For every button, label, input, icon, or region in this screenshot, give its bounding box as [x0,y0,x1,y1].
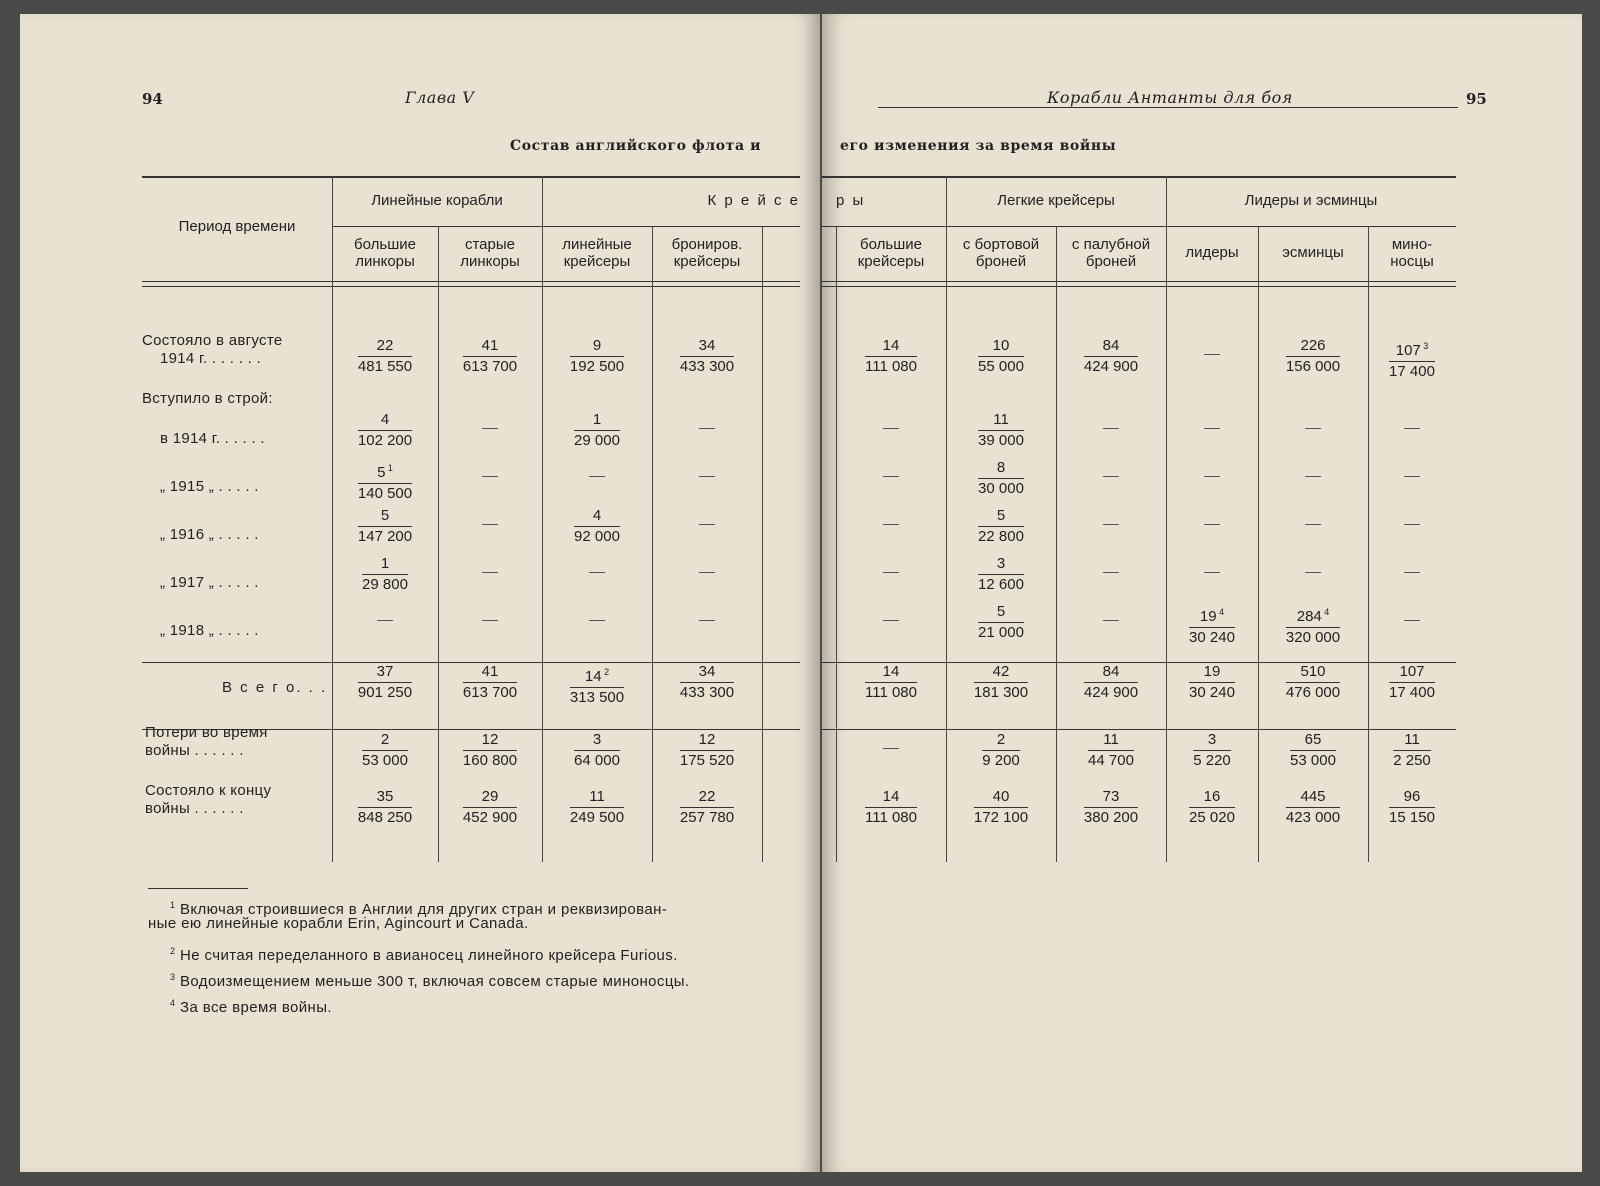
cell-tonnage: 481 550 [357,358,413,375]
cell-count: 510 [1286,662,1340,683]
cell-count: 12 [680,730,734,751]
col-header-line: линейные [562,236,632,253]
row-label-1915: „ 1915 „ . . . . . [160,478,259,495]
empty-cell-dash [377,620,393,621]
empty-cell-dash [1305,428,1321,429]
col-header-battlecruisers [542,236,652,270]
cell-tonnage: 320 000 [1285,629,1341,646]
cell-count: 4 [358,410,412,431]
cell-count: 14 [865,336,917,357]
running-head-left: Глава V [405,88,475,107]
header-bottom-rule-2 [142,286,800,287]
table-cell [1084,662,1138,703]
cell-tonnage: 175 520 [679,752,735,769]
table-cell [1393,730,1431,771]
col-header-line: броней [1085,253,1137,270]
col-header-side-armor [946,236,1056,270]
table-cell [570,662,624,708]
col-header-line: мино- [1391,236,1433,253]
cell-tonnage: 29 800 [362,576,408,593]
table-cell [1389,662,1435,703]
table-cell [680,730,734,771]
empty-cell-dash [1404,476,1420,477]
cell-tonnage: 12 600 [978,576,1024,593]
col-rule [1166,176,1167,862]
cell-count: 226 [1286,336,1340,357]
cell-tonnage: 433 300 [679,358,735,375]
table-cell [1389,787,1435,828]
cell-count: 4 [574,506,620,527]
header-cruisers-left: К р е й с е [707,192,800,209]
table-cell [574,730,620,771]
cell-tonnage: 111 080 [865,358,917,375]
footnote-3 [170,969,690,990]
cell-tonnage: 22 800 [978,528,1024,545]
total-rule [822,662,1456,663]
cell-tonnage: 313 500 [569,689,625,706]
footnote-mark: 4 [170,998,176,1008]
table-cell [680,336,734,377]
table-cell [974,787,1028,828]
cell-tonnage: 30 240 [1189,629,1235,646]
table-cell [680,787,734,828]
table-cell [362,554,408,595]
table-top-rule [822,176,1456,178]
col-header-line: бронирoв. [671,236,743,253]
cell-tonnage: 452 900 [462,809,518,826]
cell-tonnage: 147 200 [357,528,413,545]
cell-tonnage: 29 000 [574,432,620,449]
empty-cell-dash [1404,620,1420,621]
cell-count: 14 [865,787,917,808]
empty-cell-dash [1404,524,1420,525]
header-leaders-destroyers: Лидеры и эсминцы [1244,192,1378,209]
col-header-line: крейсеры [857,253,925,270]
cell-count: 37 [358,662,412,683]
empty-cell-dash [1103,620,1119,621]
cell-tonnage: 848 250 [357,809,413,826]
header-light-cruisers: Легкие крейсеры [997,192,1115,209]
empty-cell-dash [1103,572,1119,573]
cell-count: 2 [362,730,408,751]
cell-tonnage: 181 300 [973,684,1029,701]
cell-tonnage: 613 700 [462,358,518,375]
empty-cell-dash [883,572,899,573]
cell-count: 14 [865,662,917,683]
col-rule [946,176,947,862]
cell-tonnage: 44 700 [1088,752,1134,769]
footnote-ref: 1 [385,463,393,473]
table-cell [978,458,1024,499]
header-bottom-rule-1 [822,281,1456,282]
col-rule [438,226,439,862]
footnote-mark: 3 [170,972,176,982]
col-header-armored-cruisers [652,236,762,270]
footnote-ref: 4 [1321,607,1330,617]
footnote-mark: 1 [170,900,176,910]
cell-tonnage: 55 000 [978,358,1024,375]
table-cell [1286,602,1340,648]
left-page [20,14,820,1172]
header-bottom-rule-1 [142,281,800,282]
header-cruisers-right: р ы [836,192,866,209]
empty-cell-dash [482,620,498,621]
row-label-1918: „ 1918 „ . . . . . [160,622,259,639]
cell-count: 19 [1189,662,1235,683]
cell-count: 11 [570,787,624,808]
cell-count: 22 [680,787,734,808]
subheader-rule [822,226,1456,227]
table-cell [463,787,517,828]
footnote-text: За все время войны. [179,999,332,1016]
table-cell [865,662,917,703]
table-title-left: Состав английского флота и [510,138,762,154]
empty-cell-dash [482,476,498,477]
running-head-rule [878,107,1458,108]
table-cell [1088,730,1134,771]
empty-cell-dash [699,572,715,573]
table-cell [570,787,624,828]
table-cell [574,410,620,451]
cell-count: 19 $^4$ [1189,602,1235,628]
table-cell [1286,336,1340,377]
row-label-losses-line1: Потери во время [145,724,268,741]
table-cell [463,730,517,771]
table-cell [358,787,412,828]
losses-rule [822,729,1456,730]
empty-cell-dash [699,524,715,525]
table-cell [1084,336,1138,377]
footnote-text: Включая строившиеся в Англии для других стран и реквизирован- [179,901,668,918]
table-cell [974,662,1028,703]
table-cell [978,602,1024,643]
row-label-losses-line2: войны . . . . . . [145,742,244,759]
header-battleships: Линейные корабли [371,192,503,209]
cell-tonnage: 172 100 [973,809,1029,826]
empty-cell-dash [883,524,899,525]
header-bottom-rule-2 [822,286,1456,287]
col-header-line: крейсеры [673,253,741,270]
empty-cell-dash [883,620,899,621]
cell-count: 42 [974,662,1028,683]
page-number-left: 94 [142,90,163,108]
table-cell [1189,787,1235,828]
cell-count: 10 [978,336,1024,357]
cell-count: 2 [982,730,1020,751]
cell-tonnage: 380 200 [1083,809,1139,826]
cell-tonnage: 64 000 [574,752,620,769]
col-header-line: крейсеры [563,253,631,270]
empty-cell-dash [1305,572,1321,573]
cell-count: 11 [978,410,1024,431]
cell-tonnage: 476 000 [1285,684,1341,701]
cell-count: 107 $^3$ [1389,336,1435,362]
cell-count: 1 [574,410,620,431]
cell-count: 40 [974,787,1028,808]
cell-count: 11 [1088,730,1134,751]
empty-cell-dash [1204,428,1220,429]
table-cell [463,662,517,703]
table-cell [463,336,517,377]
col-header-line: с бортовой [962,236,1040,253]
cell-count: 96 [1389,787,1435,808]
cell-tonnage: 901 250 [357,684,413,701]
cell-tonnage: 613 700 [462,684,518,701]
empty-cell-dash [1404,572,1420,573]
cell-count: 16 [1189,787,1235,808]
cell-count: 29 [463,787,517,808]
cell-tonnage: 21 000 [978,624,1024,641]
cell-tonnage: 433 300 [679,684,735,701]
cell-tonnage: 249 500 [569,809,625,826]
col-header-line: старые [464,236,515,253]
empty-cell-dash [1103,428,1119,429]
table-cell [358,458,412,504]
table-cell [358,336,412,377]
cell-count: 65 [1290,730,1336,751]
empty-cell-dash [699,428,715,429]
table-cell [1389,336,1435,382]
empty-cell-dash [1103,524,1119,525]
cell-tonnage: 156 000 [1285,358,1341,375]
empty-cell-dash [1404,428,1420,429]
col-header-line: носцы [1390,253,1434,270]
footnote-text: Водоизмещением меньше 300 т, включая совсем старые миноносцы. [179,973,690,990]
row-label-end-line1: Состояло к концу [145,782,272,799]
table-cell [570,336,624,377]
empty-cell-dash [1305,524,1321,525]
table-cell [680,662,734,703]
cell-tonnage: 17 400 [1389,363,1435,380]
running-head-right: Корабли Антанты для боя [1047,88,1293,107]
row-label-aug1914-line1: Состояло в августе [142,332,283,349]
table-title-right: его изменения за время войны [840,138,1117,154]
cell-tonnage: 53 000 [362,752,408,769]
footnote-mark: 2 [170,946,176,956]
table-cell [865,336,917,377]
footnote-1-cont: ные ею линейные корабли Erin, Agincourt и Canada. [148,915,529,932]
footnote-rule [148,888,248,889]
cell-count: 84 [1084,662,1138,683]
cell-count: 84 [1084,336,1138,357]
table-cell [574,506,620,547]
empty-cell-dash [883,428,899,429]
table-cell [978,554,1024,595]
footnote-2 [170,943,678,964]
table-cell [978,336,1024,377]
cell-tonnage: 9 200 [982,752,1020,769]
col-header-line: с палубной [1071,236,1151,253]
footnote-ref: 3 [1420,341,1429,351]
col-rule [332,176,333,862]
table-cell [358,410,412,451]
cell-count: 8 [978,458,1024,479]
table-cell [978,410,1024,451]
cell-tonnage: 257 780 [679,809,735,826]
cell-count: 3 [978,554,1024,575]
empty-cell-dash [1305,476,1321,477]
cell-count: 12 [463,730,517,751]
col-header-big-cruisers [836,236,946,270]
cell-count: 9 [570,336,624,357]
cell-count: 3 [574,730,620,751]
empty-cell-dash [883,748,899,749]
col-header-line: броней [975,253,1027,270]
cell-count: 14 $^2$ [570,662,624,688]
cell-tonnage: 423 000 [1285,809,1341,826]
col-header-big-battleships [332,236,438,270]
cell-count: 22 [358,336,412,357]
empty-cell-dash [482,572,498,573]
col-rule [762,226,763,862]
col-rule [652,226,653,862]
cell-tonnage: 25 020 [1189,809,1235,826]
cell-tonnage: 92 000 [574,528,620,545]
cell-tonnage: 102 200 [357,432,413,449]
empty-cell-dash [1103,476,1119,477]
row-label-1916: „ 1916 „ . . . . . [160,526,259,543]
cell-count: 284 $^4$ [1286,602,1340,628]
cell-count: 5 [358,506,412,527]
cell-tonnage: 5 220 [1193,752,1231,769]
cell-tonnage: 111 080 [865,684,917,701]
empty-cell-dash [1204,572,1220,573]
cell-tonnage: 192 500 [569,358,625,375]
row-label-entered: Вступило в строй: [142,390,273,407]
empty-cell-dash [589,620,605,621]
row-label-1914: в 1914 г. . . . . . [160,430,265,447]
cell-count: 107 [1389,662,1435,683]
page-number-right: 95 [1466,90,1487,108]
cell-count: 1 [362,554,408,575]
col-rule [1056,226,1057,862]
footnote-text: Не считая переделанного в авианосец линейного крейсера Furious. [179,947,678,964]
empty-cell-dash [1204,354,1220,355]
cell-tonnage: 39 000 [978,432,1024,449]
col-header-line: линкоры [355,253,415,270]
table-cell [1286,787,1340,828]
cell-count: 34 [680,336,734,357]
table-cell [982,730,1020,771]
cell-tonnage: 17 400 [1389,684,1435,701]
cell-tonnage: 140 500 [357,485,413,502]
cell-count: 41 [463,662,517,683]
table-cell [865,787,917,828]
empty-cell-dash [699,476,715,477]
col-header-line: большие [354,236,416,253]
cell-tonnage: 111 080 [865,809,917,826]
cell-count: 5 [978,506,1024,527]
footnote-4 [170,995,332,1016]
cell-tonnage: 53 000 [1290,752,1336,769]
cell-tonnage: 424 900 [1083,684,1139,701]
cell-count: 41 [463,336,517,357]
empty-cell-dash [699,620,715,621]
col-rule [1258,226,1259,862]
row-label-aug1914-line2: 1914 г. . . . . . . [160,350,262,367]
cell-tonnage: 30 000 [978,480,1024,497]
col-header-line: большие [860,236,922,253]
cell-count: 445 [1286,787,1340,808]
empty-cell-dash [1204,476,1220,477]
empty-cell-dash [1204,524,1220,525]
table-cell [1189,602,1235,648]
cell-count: 35 [358,787,412,808]
header-period: Период времени [178,218,296,235]
table-cell [1189,662,1235,703]
col-header-torpedo-boats [1368,236,1456,270]
col-rule [1368,226,1369,862]
table-cell [978,506,1024,547]
cell-tonnage: 2 250 [1393,752,1431,769]
row-label-end-line2: войны . . . . . . [145,800,244,817]
col-rule [836,226,837,862]
col-header-old-battleships [438,236,542,270]
footnote-ref: 4 [1216,607,1225,617]
table-cell [1193,730,1231,771]
empty-cell-dash [482,428,498,429]
col-header-line: линкоры [460,253,520,270]
cell-count: 3 [1193,730,1231,751]
empty-cell-dash [482,524,498,525]
cell-count: 5 [978,602,1024,623]
table-cell [1290,730,1336,771]
cell-tonnage: 424 900 [1083,358,1139,375]
cell-count: 5 $^1$ [358,458,412,484]
subheader-rule [332,226,800,227]
cell-count: 34 [680,662,734,683]
empty-cell-dash [589,572,605,573]
table-cell [1286,662,1340,703]
col-header-destroyers: эсминцы [1282,244,1344,261]
row-label-total: В с е г о. . . [222,679,328,696]
table-top-rule [142,176,800,178]
cell-count: 73 [1084,787,1138,808]
cell-tonnage: 15 150 [1389,809,1435,826]
row-label-1917: „ 1917 „ . . . . . [160,574,259,591]
cell-count: 11 [1393,730,1431,751]
empty-cell-dash [883,476,899,477]
cell-tonnage: 160 800 [462,752,518,769]
col-rule [542,176,543,862]
cell-tonnage: 30 240 [1189,684,1235,701]
col-header-deck-armor [1056,236,1166,270]
footnote-ref: 2 [601,667,610,677]
table-cell [358,506,412,547]
empty-cell-dash [589,476,605,477]
table-cell [362,730,408,771]
table-cell [358,662,412,703]
col-header-leaders: лидеры [1185,244,1239,261]
table-cell [1084,787,1138,828]
right-page [822,14,1582,1172]
